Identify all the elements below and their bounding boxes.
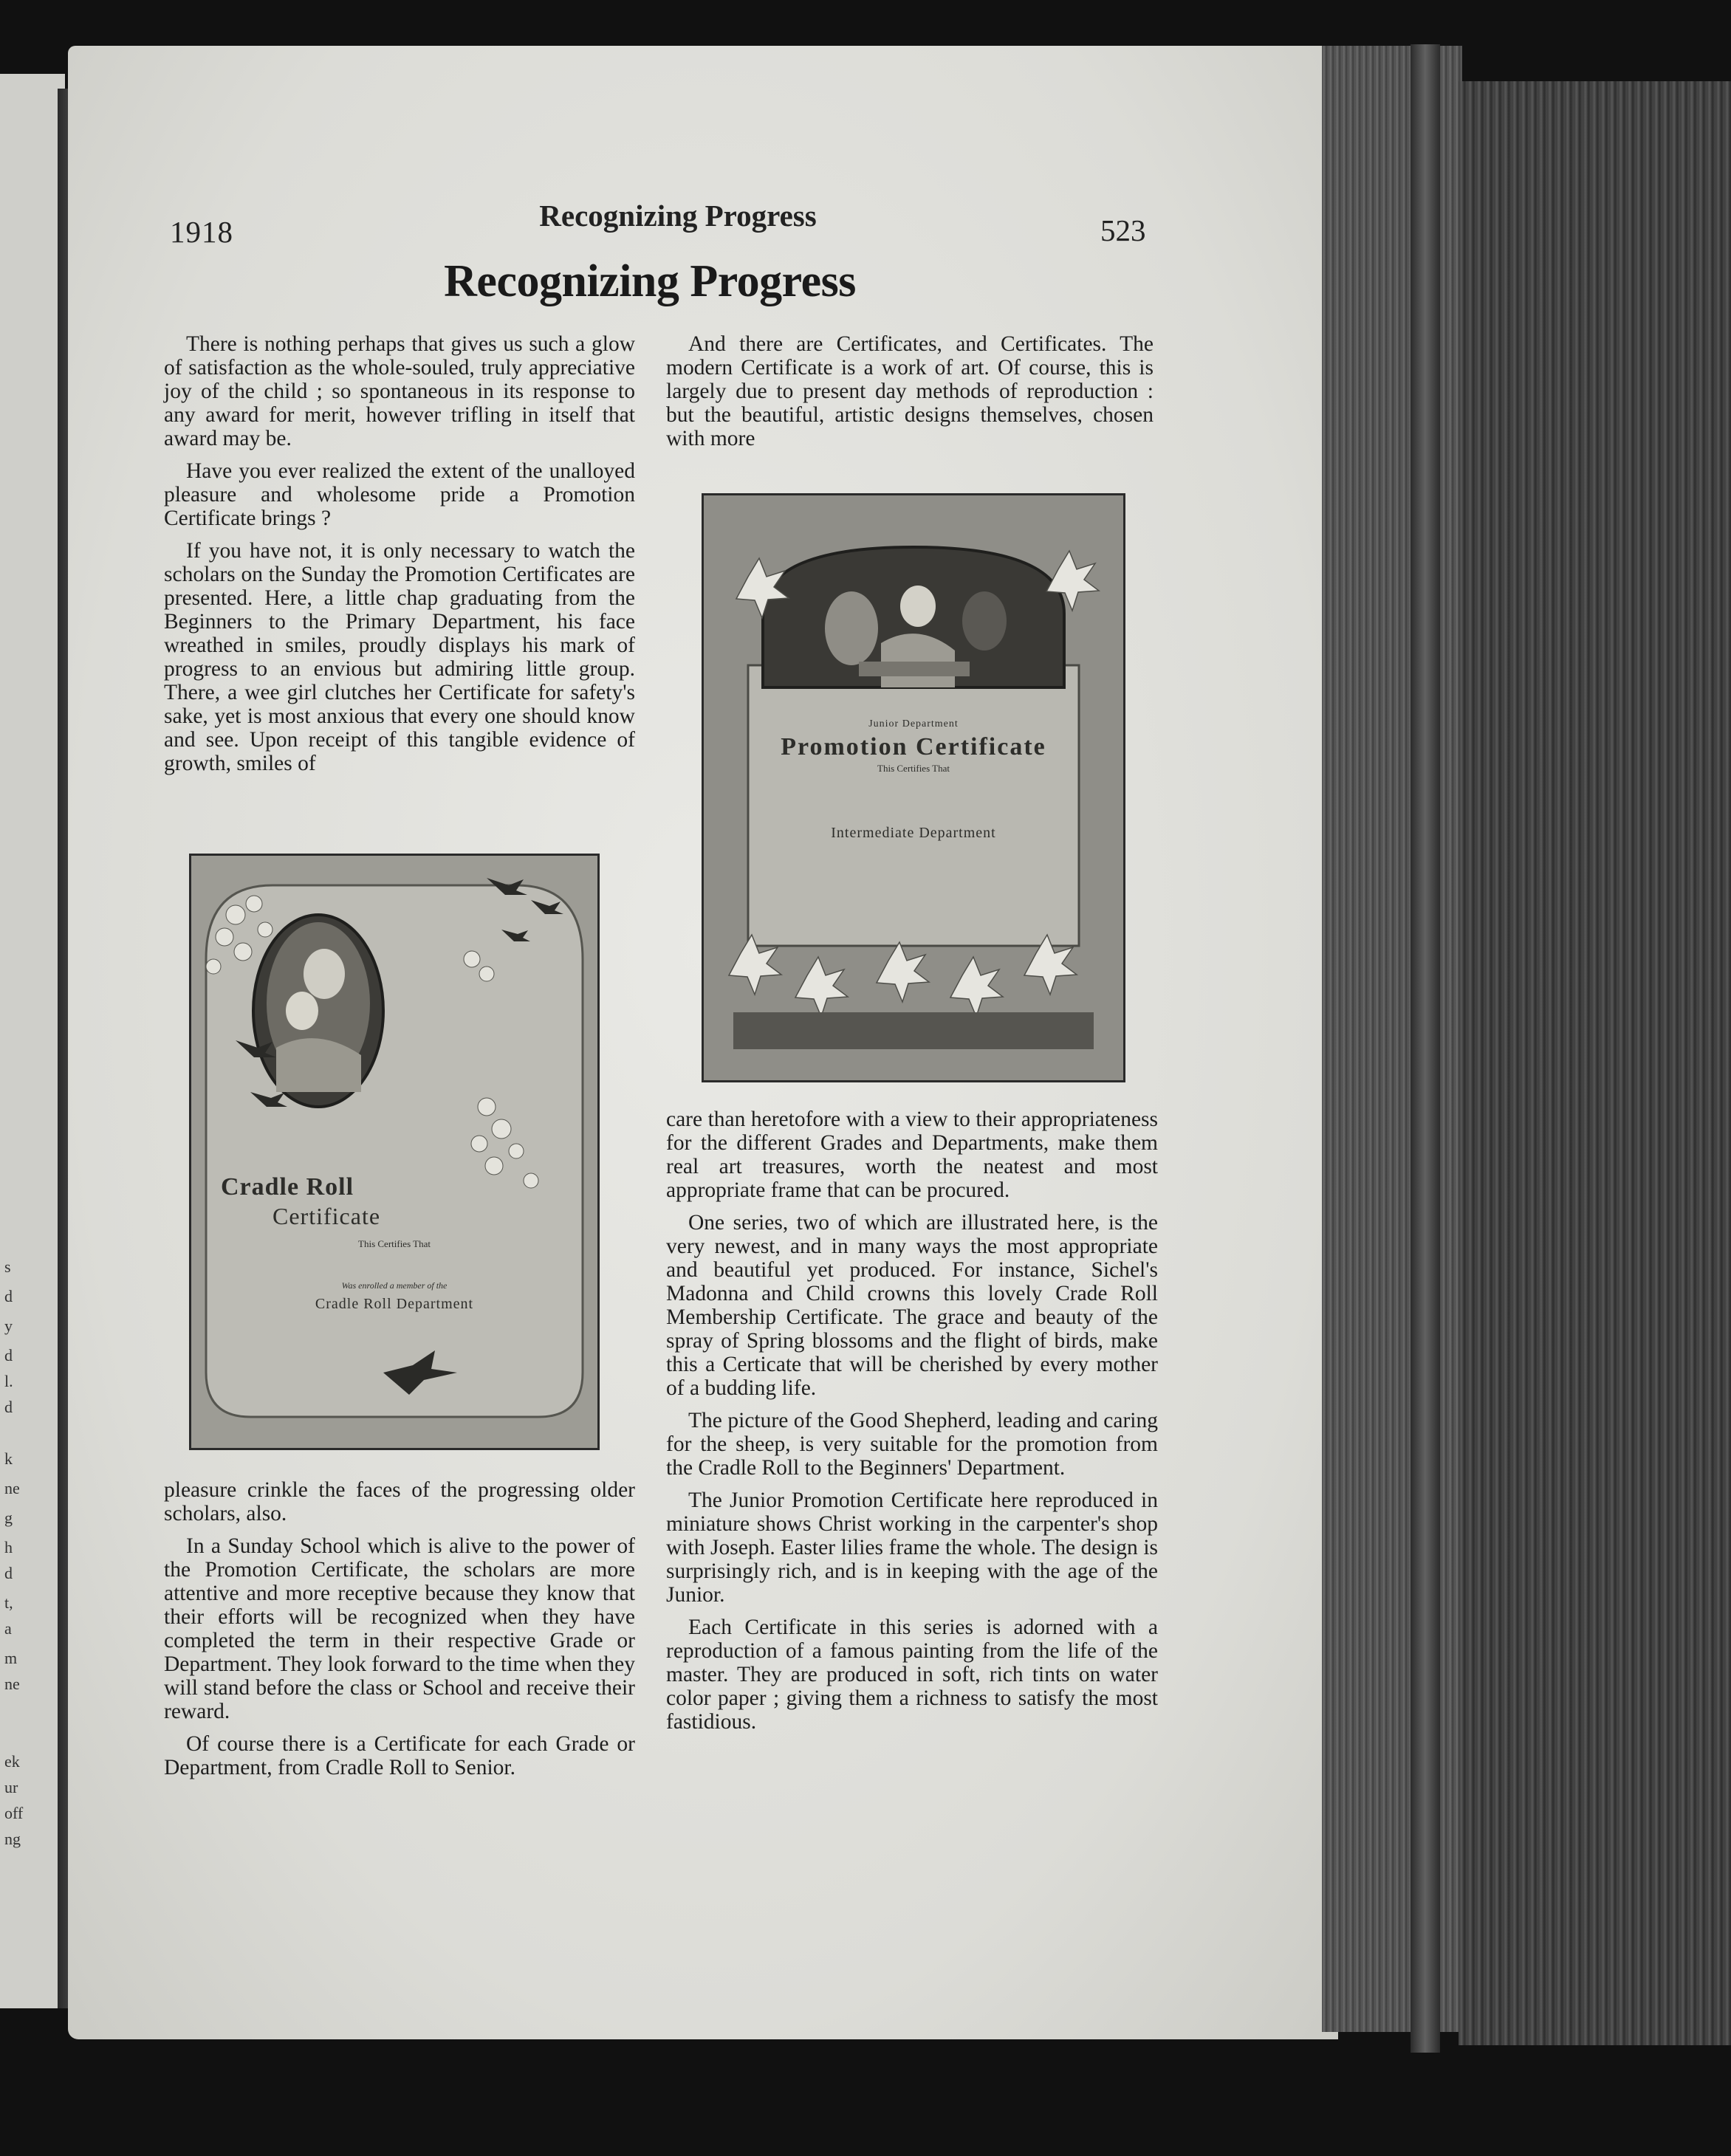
cradle-roll-certificate-figure: [189, 854, 600, 1450]
left-page-fragment: s: [4, 1257, 11, 1276]
paragraph: pleasure crinkle the faces of the progressing older scholars, also.: [164, 1478, 635, 1525]
left-page-fragment: l.: [4, 1372, 13, 1390]
junior-target-department: Intermediate Department: [831, 825, 996, 841]
page-number: 523: [1100, 213, 1146, 247]
left-page-fragment: y: [4, 1316, 13, 1335]
article-title: Recognizing Progress: [444, 256, 856, 306]
left-page-fragment: d: [4, 1346, 13, 1364]
left-page-fragment: ur: [4, 1778, 18, 1796]
left-page-fragment: ek: [4, 1752, 20, 1771]
left-neighbor-page: [0, 74, 65, 2008]
junior-promotion-certificate-figure: [702, 493, 1125, 1082]
cradle-roll-certifies: This Certifies That: [358, 1238, 431, 1249]
paragraph: Have you ever realized the extent of the unalloyed pleasure and wholesome pride a Promotion Certificate brings ?: [164, 459, 635, 530]
paragraph: In a Sunday School which is alive to the power of the Promotion Certificate, the scholars are more attentive and more receptive because they know that their efforts will be recognized when they have completed the term in their respective Grade or Department. They look forward to the time when they will stand before the class or School and receive their reward.: [164, 1534, 635, 1723]
running-head-title: Recognizing Progress: [539, 199, 817, 233]
cradle-roll-title-2: Certificate: [272, 1203, 381, 1229]
cradle-roll-enrolled: Was enrolled a member of the: [341, 1280, 448, 1291]
left-page-fragment: off: [4, 1804, 24, 1822]
junior-promotion-title: Promotion Certificate: [781, 733, 1046, 761]
junior-certifies: This Certifies That: [877, 763, 950, 774]
junior-department-label: Junior Department: [868, 718, 959, 729]
paragraph: Each Certificate in this series is adorned with a reproduction of a famous painting from the life of the master. They are produced in soft, rich tints on water color paper ; giving them a richness to satisfy the most fastidious.: [666, 1616, 1158, 1734]
right-column-top: [666, 332, 1154, 459]
left-page-fragment: d: [4, 1564, 13, 1582]
junior-promotion-illustration: [704, 495, 1123, 1080]
left-page-fragment: ne: [4, 1675, 20, 1693]
book-fore-edge: [1322, 46, 1462, 2032]
paragraph: If you have not, it is only necessary to watch the scholars on the Sunday the Promotion Certificates are presented. Here, a little chap graduating from the Beginners to the Primary Department, his face wreathed in smiles, proudly displays his mark of progress to an envious but admiring little group. There, a wee girl clutches her Certificate for safety's sake, yet is most anxious that every one should know and see. Upon receipt of this tangible evidence of growth, smiles of: [164, 539, 635, 775]
left-page-fragment: t,: [4, 1593, 13, 1612]
left-page-fragment: d: [4, 1287, 13, 1305]
left-page-fragment: ne: [4, 1479, 20, 1497]
left-page-fragment: g: [4, 1508, 13, 1527]
left-column-top: [164, 332, 635, 784]
paragraph: One series, two of which are illustrated here, is the very newest, and in many ways the most appropriate and beautiful yet produced. For instance, Sichel's Madonna and Child crowns this lovely Crade Roll Membership Certificate. The grace and beauty of the spray of Spring blossoms and the flight of birds, make this a Certicate that will be cherished by every mother of a budding life.: [666, 1211, 1158, 1400]
paragraph: care than heretofore with a view to their appropriateness for the different Grades and Departments, make them real art treasures, worth the neatest and most appropriate frame that can be procured.: [666, 1108, 1158, 1202]
left-page-fragment: k: [4, 1449, 13, 1468]
paragraph: Of course there is a Certificate for each Grade or Department, from Cradle Roll to Senior.: [164, 1732, 635, 1779]
paragraph: And there are Certificates, and Certificates. The modern Certificate is a work of art. Of course, this is largely due to present day methods of reproduction : but the beautiful, artistic designs themselves, chosen with more: [666, 332, 1154, 450]
paragraph: There is nothing perhaps that gives us such a glow of satisfaction as the whole-souled, truly appreciative joy of the child ; so spontaneous in its response to any award for merit, however trifling in itself that award may be.: [164, 332, 635, 450]
left-page-fragment: ng: [4, 1830, 21, 1848]
book-fore-edge-band: [1410, 44, 1440, 2053]
running-head-year: 1918: [170, 215, 233, 249]
left-page-fragment: d: [4, 1398, 13, 1416]
cradle-roll-illustration: [191, 856, 597, 1448]
left-page-fragment: m: [4, 1649, 18, 1667]
left-column-bottom: [164, 1478, 635, 1788]
right-column-bottom: [666, 1108, 1158, 1743]
paragraph: The picture of the Good Shepherd, leading and caring for the sheep, is very suitable for the promotion from the Cradle Roll to the Beginners' Department.: [666, 1409, 1158, 1480]
cradle-roll-department: Cradle Roll Department: [315, 1296, 474, 1312]
left-page-fragment: h: [4, 1538, 13, 1556]
left-page-fragment: a: [4, 1619, 12, 1638]
cradle-roll-title-1: Cradle Roll: [221, 1173, 354, 1201]
book-block-edge: [1459, 81, 1731, 2045]
paragraph: The Junior Promotion Certificate here reproduced in miniature shows Christ working in the carpenter's shop with Joseph. Easter lilies frame the whole. The design is surprisingly rich, and is in keeping with the age of the Junior.: [666, 1489, 1158, 1607]
